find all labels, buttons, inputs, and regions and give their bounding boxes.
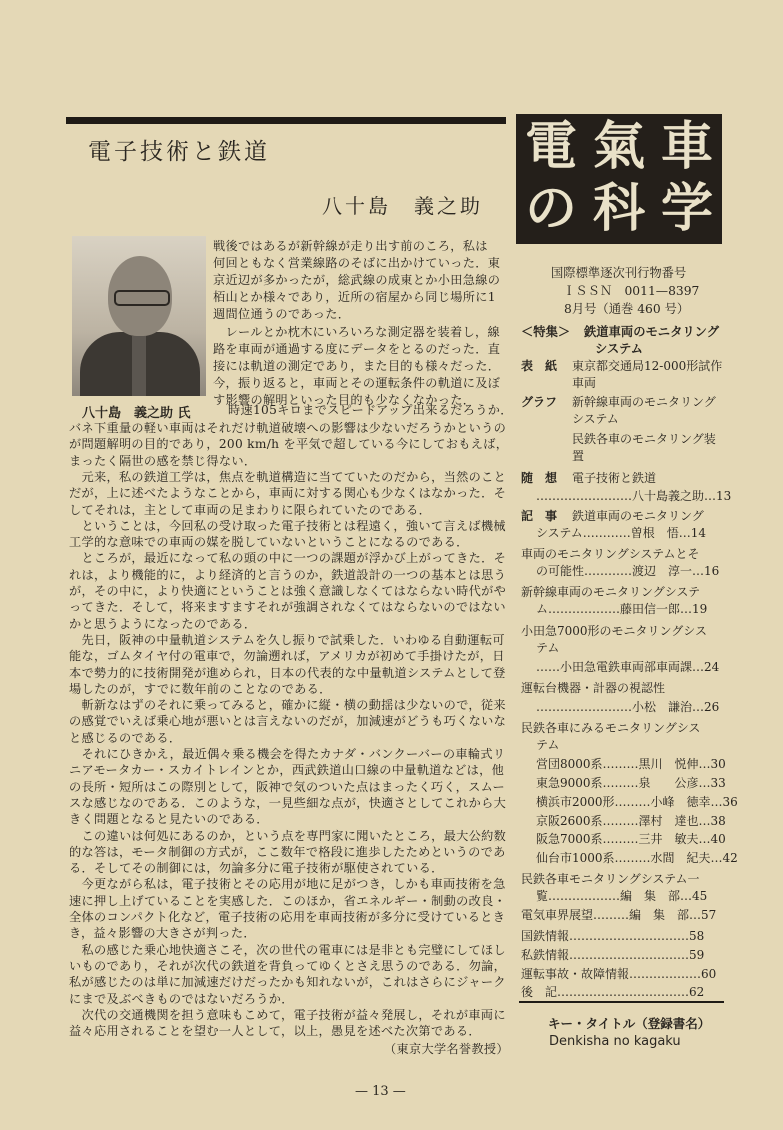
body-line: 今更ながら私は，電子技術とその応用が地に足がつき，しかも車両技術を急 <box>69 877 506 892</box>
toc-essay-title: 電子技術と鉄道 <box>572 471 657 485</box>
magazine-masthead <box>516 114 722 244</box>
body-line: ところが，最近になって私の頭の中に一つの課題が浮かび上がってきた．そ <box>69 551 507 566</box>
body-line: き，益々影響の大きさが判った． <box>69 926 256 941</box>
page-number: — 13 — <box>355 1084 406 1099</box>
toc-graph-label: グラフ <box>521 395 558 409</box>
body-line: かと思うようになったのである． <box>69 616 257 631</box>
body-line: 速に押し上げていることを実感した．このほか，省エネルギー・制動の改良・ <box>69 893 507 908</box>
toc-article-line: 新幹線車両のモニタリングシステ <box>521 585 701 599</box>
intro-line: 路を車両が通過する度にデータをとるのだった．直 <box>213 341 501 356</box>
author-affiliation: （東京大学名誉教授） <box>384 1042 509 1056</box>
body-line: る．そしてその制御には，勿論多分に電子技術が駆使されている． <box>69 861 444 876</box>
body-line: と感じるのである． <box>69 730 182 745</box>
toc-essay-author: ……………………八十島義之助…13 <box>536 489 732 503</box>
issn-number: ＩＳＳＮ 0011—8397 <box>563 284 700 298</box>
toc-article-line: テム <box>536 738 560 752</box>
toc-bottom-rule <box>519 1001 724 1003</box>
intro-line: 何回ともなく営業線路のそばに出かけていった．東 <box>213 256 501 271</box>
body-line: 的な答は，モータ制御の方式が，ここ数年で格段に進歩したためというのであ <box>69 844 506 859</box>
toc-cover-line: 車両 <box>572 376 597 390</box>
toc-graph-line: 置 <box>572 449 585 463</box>
caption-line: 時速105キロまでスピードアップ出来るだろうか． <box>228 403 513 417</box>
masthead-char: 車 <box>660 116 713 177</box>
toc-article-line: 仙台市1000系………水間 紀夫…42 <box>536 851 738 865</box>
article-author: 八十島 義之助 <box>322 194 483 218</box>
intro-line: 栢山とか様々であり，近所の宿屋から同じ場所に1 <box>213 290 496 305</box>
toc-article-line: の可能性…………渡辺 淳一…16 <box>536 564 720 578</box>
body-line: 次代の交通機関を担う意味もこめて，電子技術が益々発展し，それが車両に <box>69 1007 506 1022</box>
toc-article-line: システム…………曽根 悟…14 <box>536 526 707 540</box>
intro-line: 週間位通うのであった． <box>213 307 351 322</box>
body-line: 能な，ゴムタイヤ付の電車で，勿論遡れば，アメリカが初めて手掛けたが，日 <box>69 649 505 664</box>
body-line: ニアモータカー・スカイトレインとか，西武鉄道山口線の中量軌道などは，他 <box>69 763 505 778</box>
intro-line: す影響の解明といった目的も少なくなかった． <box>213 392 476 407</box>
body-line: 本で勢力的に技術開発が進められ，日本の代表的な中量軌道システムとして登 <box>69 665 506 680</box>
toc-graph-line: 新幹線車両のモニタリング <box>572 395 716 409</box>
body-line: してそれは，主として車両の足まわりに限られていたのである． <box>69 502 432 517</box>
toc-article-label: 記 事 <box>521 509 558 523</box>
body-line: が問題解明の目的であり，200 km/h を平気で超している今にしておもえば， <box>69 437 509 452</box>
toc-article-line: 民鉄各車モニタリングシステム一 <box>521 872 700 886</box>
author-photo <box>72 236 206 396</box>
body-line: ってきた．そして，将来ますますそれが強調されなくてはならないのではない <box>69 600 506 615</box>
toc-article-line: 横浜市2000形………小峰 徳幸…36 <box>536 795 738 809</box>
toc-graph-line: 民鉄各車のモニタリング装 <box>572 432 716 446</box>
toc-essay-label: 随 想 <box>521 471 558 485</box>
body-line: れは，より機能的に，より経済的と言うのか，鉄道設計の一つの基本とは思う <box>69 567 507 582</box>
toc-article-line: ム………………藤田信一郎…19 <box>536 602 708 616</box>
intro-line: 京近辺が多かったが，総武線の成東とか小田急線の <box>213 273 501 288</box>
masthead-char: 氣 <box>592 116 645 177</box>
toc-article-line: 私鉄情報…………………………59 <box>521 948 705 962</box>
toc-article-line: 民鉄各車にみるモニタリングシス <box>521 721 701 735</box>
body-line: いものであり，それが次代の鉄道を背負ってゆくとさえ思うのである．勿論， <box>69 958 507 973</box>
toc-article-line: 後 記……………………………62 <box>521 985 705 999</box>
intro-line: レールとか枕木にいろいろな測定器を装着し，線 <box>213 324 500 339</box>
toc-article-line: 覧………………編 集 部…45 <box>536 889 708 903</box>
body-line: 私が感じたのは単に加減速だけだったかも知れないが，これはさらにジャーク <box>69 975 506 990</box>
masthead-char: 電 <box>524 116 577 177</box>
body-line: が，その中に，より快適にということは強く意識しなくてはならない時代がや <box>69 584 507 598</box>
key-title-roman: Denkisha no kagaku <box>549 1034 681 1049</box>
body-line: きく問題となると見たいのである． <box>69 812 269 827</box>
toc-article-line: 京阪2600系………澤村 達也…38 <box>536 814 726 828</box>
body-line: の感覚でいえば乗心地が悪いとは言えないのだが，加減速がどうも巧くないな <box>69 714 507 729</box>
body-line: 私の感じた乗心地快適さこそ，次の世代の電車には是非とも完璧にしてほし <box>69 942 506 957</box>
toc-article-line: 小田急7000形のモニタリングシス <box>521 624 707 638</box>
toc-article-line: 車両のモニタリングシステムとそ <box>521 547 700 561</box>
body-line: 全体のコンパクト化など，電子技術の応用を車両技術が多分に受けているとき <box>69 910 506 924</box>
toc-graph-line: システム <box>572 412 619 426</box>
body-line: ということは，今回私の受け取った電子技術とは程遠く，強いて言えば機械 <box>69 518 506 533</box>
toc-article-line: 鉄道車両のモニタリング <box>572 509 704 523</box>
toc-article-line: 阪急7000系………三井 敏夫…40 <box>536 832 726 846</box>
toc-cover-label: 表 紙 <box>521 359 558 373</box>
toc-article-line: 営団8000系………黒川 悦伸…30 <box>536 757 726 771</box>
feature-title: 鉄道車両のモニタリング <box>584 324 720 339</box>
toc-article-line: 運転事故・故障情報………………60 <box>521 967 717 981</box>
masthead-char: の <box>524 178 577 239</box>
body-line: まったく隔世の感を禁じ得ない． <box>69 453 257 468</box>
body-line: 場したのが，すでに数年前のことなのである． <box>69 681 332 696</box>
key-title-label: キー・タイトル（登録書名） <box>548 1016 711 1031</box>
body-line: の長所・短所はこの際別として，阪神で気のついた点はまったく巧く，スムー <box>69 779 505 794</box>
intro-line: 戦後ではあるが新幹線が走り出す前のころ，私は <box>213 239 488 253</box>
body-line: 工学的な意味での車両の媒を脱していないということになるのである． <box>69 535 469 550</box>
masthead-char: 学 <box>660 178 713 239</box>
issue-number: 8月号（通巻 460 号） <box>564 302 690 316</box>
feature-label: ＜特集＞ <box>521 324 571 339</box>
body-line: それにひきかえ，最近偶々乗る機会を得たカナダ・バンクーバーの車輪式リ <box>69 747 506 761</box>
body-line: にまで及ぶべきものではないだろうか． <box>69 991 294 1006</box>
photo-caption: 八十島 義之助 氏 <box>82 406 191 421</box>
toc-article-line: ……小田急電鉄車両部車両課…24 <box>536 660 720 674</box>
body-line: 斬新なはずのそれに乗ってみると，確かに縦・横の動揺は少ないので，従来 <box>69 698 506 713</box>
toc-article-line: 国鉄情報…………………………58 <box>521 929 705 943</box>
body-line: 先日，阪神の中量軌道システムを久し振りで試乗した．いわゆる自動運転可 <box>69 632 505 647</box>
body-line: 益々応用されることを望む一人として，以上，愚見を述べた次第である． <box>69 1024 481 1039</box>
body-line: この違いは何処にあるのか，という点を専門家に聞いたところ，最大公約数 <box>69 828 507 843</box>
article-title: 電子技術と鉄道 <box>88 139 270 165</box>
toc-article-line: ……………………小松 謙治…26 <box>536 700 720 714</box>
body-line: スな感じなのである．このような，一見些細な点が，快適さとしてこれから大 <box>69 795 507 810</box>
body-line: バネ下重量の軽い車両はそれだけ軌道破壊への影響は少ないだろうかというの <box>69 421 507 435</box>
masthead-char: 科 <box>592 178 645 239</box>
toc-cover-line: 東京都交通局12-000形試作 <box>572 359 723 373</box>
body-line: だが，上に述べたようなことから，車両に対する関心も少なくはなかった．そ <box>69 486 507 501</box>
toc-article-line: 東急9000系………泉 公彦…33 <box>536 776 726 790</box>
toc-article-line: テム <box>536 641 560 655</box>
toc-article-line: 運転台機器・計器の視認性 <box>521 681 666 695</box>
article-top-rule <box>66 117 506 124</box>
intro-line: 今，振り返ると，車両とその運転条件の軌道に及ぼ <box>213 375 501 390</box>
issn-label: 国際標準逐次刊行物番号 <box>551 266 687 280</box>
intro-line: 接には軌道の測定であり，また目的も様々だった． <box>213 358 501 373</box>
toc-article-line: 電気車界展望………編 集 部…57 <box>521 908 717 922</box>
feature-title-cont: システム <box>595 341 643 356</box>
body-line: 元来，私の鉄道工学は，焦点を軌道構造に当てていたのだから，当然のこと <box>69 469 507 484</box>
